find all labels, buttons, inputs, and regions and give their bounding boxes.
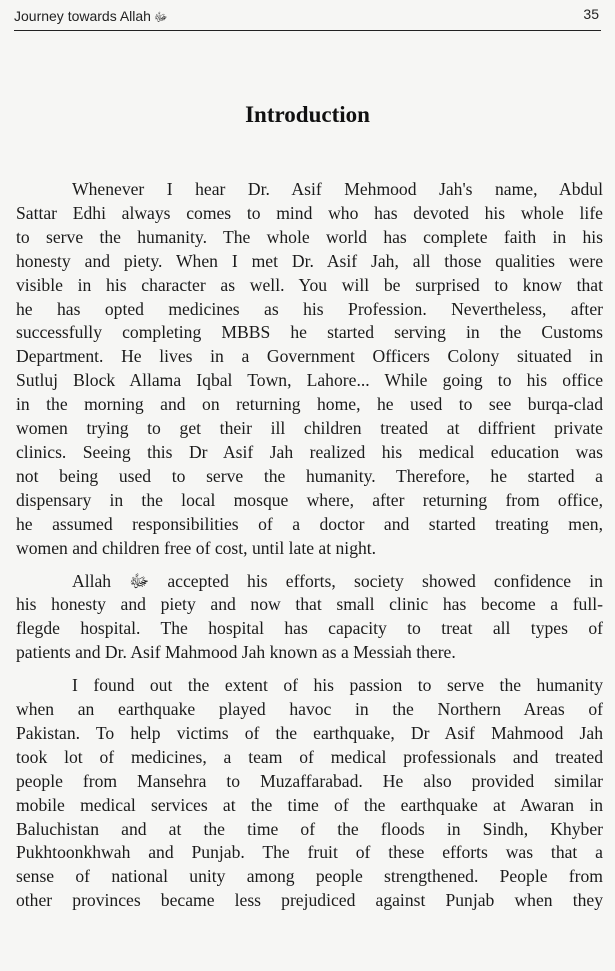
text-line: when an earthquake played havoc in the Northern Areas of bbox=[16, 699, 603, 720]
text-line: dispensary in the local mosque where, after returning from office, bbox=[16, 489, 603, 510]
text-line: honesty and piety. When I met Dr. Asif Jah, all those qualities were bbox=[16, 250, 603, 271]
text-line: Sutluj Block Allama Iqbal Town, Lahore... While going to his office bbox=[16, 370, 603, 391]
text-line: his honesty and piety and now that small clinic has become a full- bbox=[16, 594, 603, 615]
text-line: he has opted medicines as his Profession. Nevertheless, after bbox=[16, 298, 603, 319]
text-line: not being used to serve the humanity. Therefore, he started a bbox=[16, 465, 603, 486]
text-line: patients and Dr. Asif Mahmood Jah known as a Messiah there. bbox=[16, 642, 456, 663]
text-line: women and children free of cost, until late at night. bbox=[16, 537, 377, 558]
text-line: Pakistan. To help victims of the earthquake, Dr Asif Mahmood Jah bbox=[16, 722, 603, 743]
paragraph bbox=[16, 178, 603, 561]
paragraph bbox=[16, 674, 603, 913]
text-line: in the morning and on returning home, he used to see burqa-clad bbox=[16, 394, 603, 415]
text-line: Department. He lives in a Government Officers Colony situated in bbox=[16, 346, 603, 367]
text-line: women trying to get their ill children treated at diffrient private bbox=[16, 418, 603, 439]
honorific-glyph: ﷻ bbox=[153, 10, 168, 24]
text-line: flegde hospital. The hospital has capacity to treat all types of bbox=[16, 618, 603, 639]
text-line: he assumed responsibilities of a doctor and started treating men, bbox=[16, 513, 603, 534]
text-line: visible in his character as well. You will be surprised to know that bbox=[16, 274, 603, 295]
book-title-text: Journey towards Allah bbox=[14, 8, 151, 24]
text-line: Allah ﷻ accepted his efforts, society showed confidence in bbox=[72, 570, 603, 591]
text-line: to serve the humanity. The whole world has complete faith in his bbox=[16, 226, 603, 247]
text-line: mobile medical services at the time of the earthquake at Awaran in bbox=[16, 794, 603, 815]
paragraph bbox=[16, 570, 603, 666]
chapter-title: Introduction bbox=[245, 102, 370, 127]
text-line: successfully completing MBBS he started serving in the Customs bbox=[16, 322, 603, 343]
text-line: Sattar Edhi always comes to mind who has devoted his whole life bbox=[16, 202, 603, 223]
text-line: I found out the extent of his passion to serve the humanity bbox=[72, 675, 603, 696]
body-text bbox=[16, 178, 603, 922]
text-line: Baluchistan and at the time of the floods in Sindh, Khyber bbox=[16, 818, 603, 839]
running-header bbox=[14, 4, 601, 31]
text-line: clinics. Seeing this Dr Asif Jah realized his medical education was bbox=[16, 441, 603, 462]
text-line: people from Mansehra to Muzaffarabad. He also provided similar bbox=[16, 770, 603, 791]
book-title bbox=[14, 8, 168, 27]
text-line: Pukhtoonkhwah and Punjab. The fruit of these efforts was that a bbox=[16, 842, 603, 863]
text-line: sense of national unity among people strengthened. People from bbox=[16, 866, 603, 887]
text-line: other provinces became less prejudiced against Punjab when they bbox=[16, 890, 603, 911]
page-number: 35 bbox=[583, 6, 599, 22]
text-line: Whenever I hear Dr. Asif Mehmood Jah's name, Abdul bbox=[72, 179, 603, 199]
text-line: took lot of medicines, a team of medical professionals and treated bbox=[16, 746, 603, 767]
